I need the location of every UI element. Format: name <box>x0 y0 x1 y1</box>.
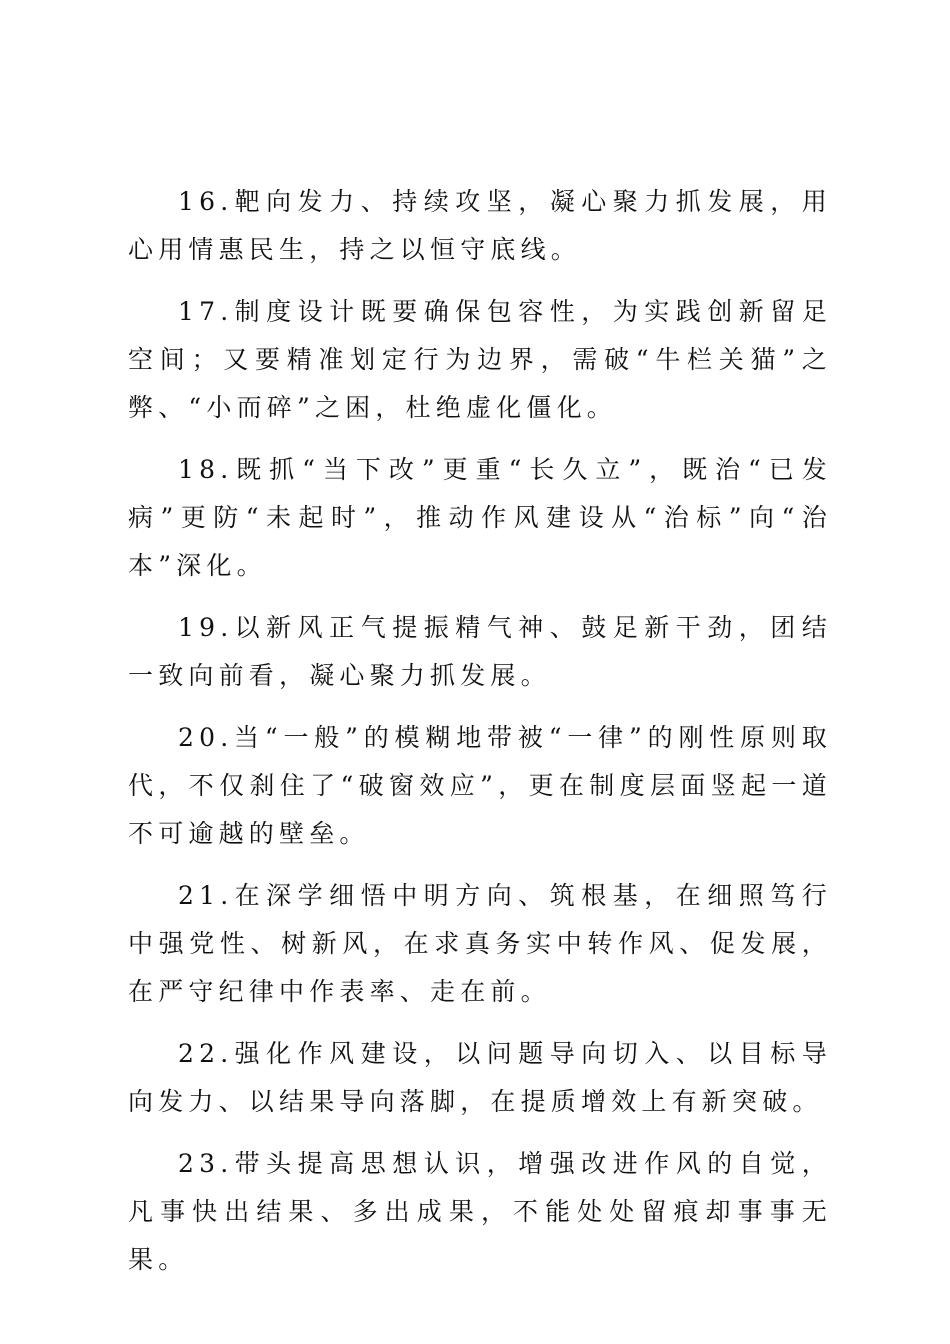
paragraph-21: 21.在深学细悟中明方向、筑根基，在细照笃行中强党性、树新风，在求真务实中转作风、促发展，在严守纪律中作表率、走在前。 <box>128 881 832 1006</box>
paragraph-18: 18.既抓“当下改”更重“长久立”，既治“已发病”更防“未起时”，推动作风建设从“治标”向“治本”深化。 <box>128 455 832 580</box>
paragraph-17: 17.制度设计既要确保包容性，为实践创新留足空间；又要精准划定行为边界，需破“牛栏关猫”之弊、“小而碎”之困，杜绝虚化僵化。 <box>128 297 832 422</box>
paragraph-20: 20.当“一般”的模糊地带被“一律”的刚性原则取代，不仅刹住了“破窗效应”，更在制度层面竖起一道不可逾越的壁垒。 <box>128 723 832 848</box>
paragraph-22: 22.强化作风建设，以问题导向切入、以目标导向发力、以结果导向落脚，在提质增效上有新突破。 <box>128 1039 832 1116</box>
document-body <box>128 178 832 1298</box>
paragraph-16: 16.靶向发力、持续攻坚，凝心聚力抓发展，用心用情惠民生，持之以恒守底线。 <box>128 187 832 264</box>
paragraph-23: 23.带头提高思想认识，增强改进作风的自觉，凡事快出结果、多出成果，不能处处留痕却事事无果。 <box>128 1149 832 1274</box>
paragraph-19: 19.以新风正气提振精气神、鼓足新干劲，团结一致向前看，凝心聚力抓发展。 <box>128 613 832 690</box>
